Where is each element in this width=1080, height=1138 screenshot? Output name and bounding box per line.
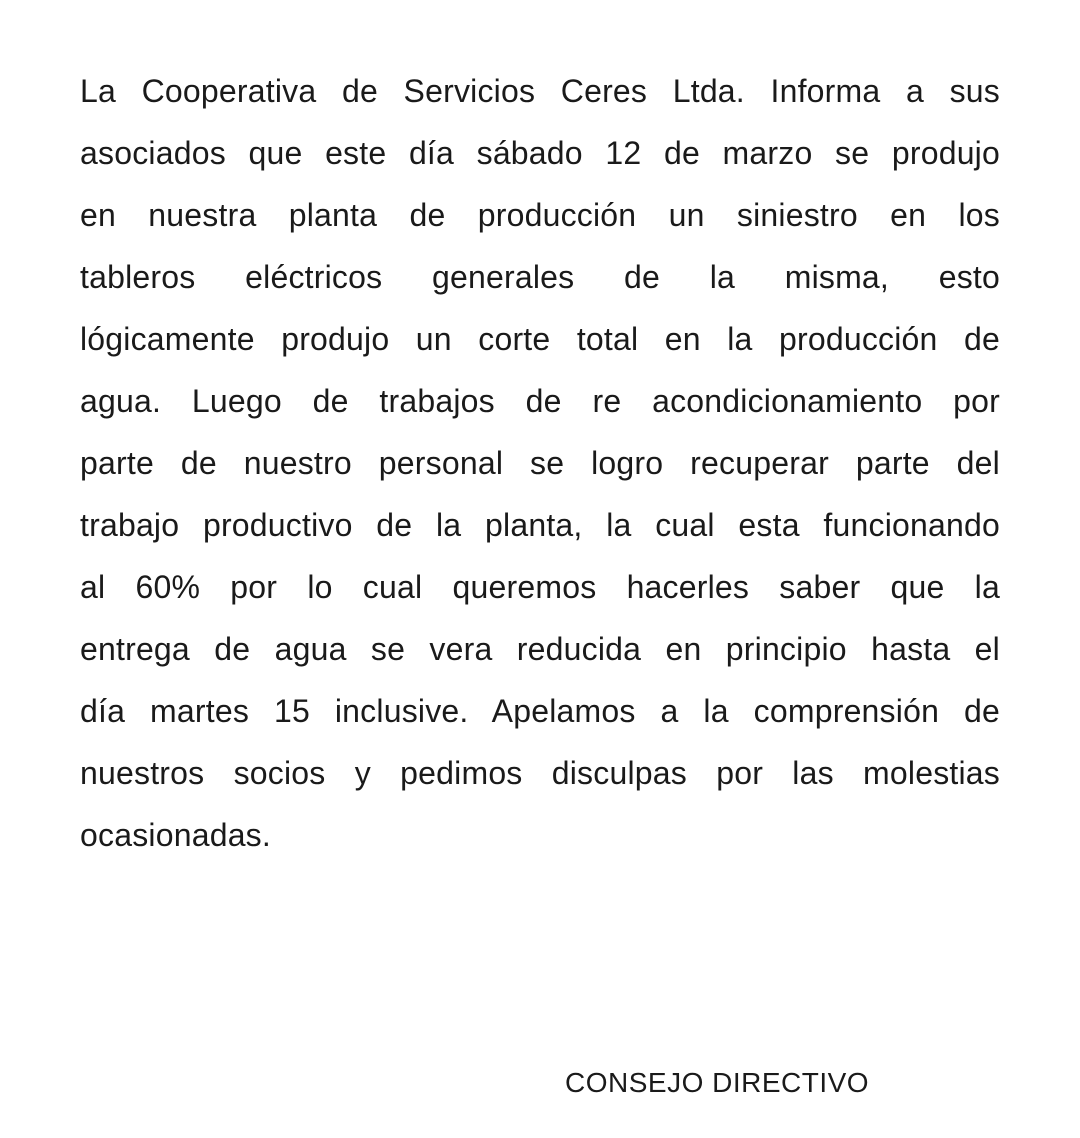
paragraph-line: ocasionadas. [80, 817, 271, 853]
paragraph-line: nuestros socios y pedimos disculpas por las molestias [80, 755, 1000, 791]
paragraph-line: tableros eléctricos generales de la misma, esto [80, 259, 1000, 295]
signature: CONSEJO DIRECTIVO [565, 1067, 870, 1098]
paragraph-line: en nuestra planta de producción un siniestro en los [80, 197, 1000, 233]
paragraph-line: al 60% por lo cual queremos hacerles saber que la [80, 569, 1000, 605]
paragraph-line: parte de nuestro personal se logro recuperar parte del [80, 445, 1000, 481]
announcement-paragraph [80, 60, 1000, 866]
paragraph-line: asociados que este día sábado 12 de marzo se produjo [80, 135, 1000, 171]
paragraph-line: agua. Luego de trabajos de re acondicionamiento por [80, 383, 1000, 419]
paragraph-line: trabajo productivo de la planta, la cual esta funcionando [80, 507, 1000, 543]
paragraph-line: día martes 15 inclusive. Apelamos a la comprensión de [80, 693, 1000, 729]
paragraph-line: entrega de agua se vera reducida en principio hasta el [80, 631, 1000, 667]
paragraph-line: lógicamente produjo un corte total en la producción de [80, 321, 1000, 357]
paragraph-line: La Cooperativa de Servicios Ceres Ltda. Informa a sus [80, 73, 1000, 109]
